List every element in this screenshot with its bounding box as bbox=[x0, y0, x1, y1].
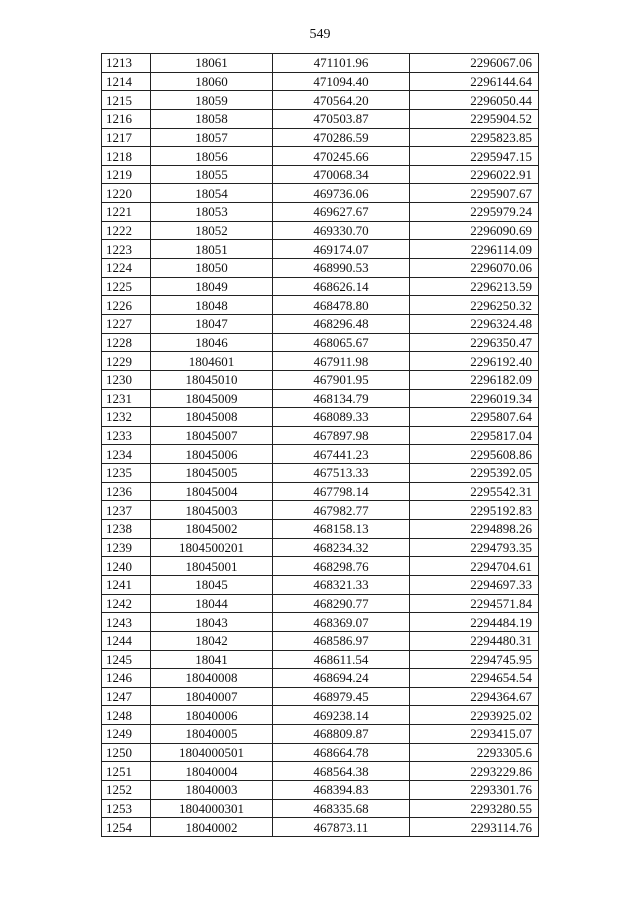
point-id-cell: 18055 bbox=[151, 165, 273, 184]
table-row bbox=[102, 557, 539, 576]
y-coordinate-cell: 2295823.85 bbox=[410, 128, 539, 147]
table-row bbox=[102, 520, 539, 539]
coordinates-table bbox=[101, 53, 539, 837]
table-row bbox=[102, 631, 539, 650]
table-row bbox=[102, 333, 539, 352]
y-coordinate-cell: 2296019.34 bbox=[410, 389, 539, 408]
row-index-cell: 1247 bbox=[102, 687, 151, 706]
x-coordinate-cell: 469330.70 bbox=[273, 221, 410, 240]
point-id-cell: 1804601 bbox=[151, 352, 273, 371]
y-coordinate-cell: 2296192.40 bbox=[410, 352, 539, 371]
point-id-cell: 18060 bbox=[151, 72, 273, 91]
table-row bbox=[102, 296, 539, 315]
row-index-cell: 1235 bbox=[102, 464, 151, 483]
x-coordinate-cell: 467513.33 bbox=[273, 464, 410, 483]
table-row bbox=[102, 54, 539, 73]
table-row bbox=[102, 594, 539, 613]
table-row bbox=[102, 575, 539, 594]
y-coordinate-cell: 2295192.83 bbox=[410, 501, 539, 520]
table-row bbox=[102, 464, 539, 483]
y-coordinate-cell: 2294745.95 bbox=[410, 650, 539, 669]
point-id-cell: 18052 bbox=[151, 221, 273, 240]
row-index-cell: 1230 bbox=[102, 370, 151, 389]
point-id-cell: 18045010 bbox=[151, 370, 273, 389]
row-index-cell: 1241 bbox=[102, 575, 151, 594]
point-id-cell: 18045 bbox=[151, 575, 273, 594]
x-coordinate-cell: 469238.14 bbox=[273, 706, 410, 725]
y-coordinate-cell: 2296350.47 bbox=[410, 333, 539, 352]
point-id-cell: 18040002 bbox=[151, 818, 273, 837]
row-index-cell: 1236 bbox=[102, 482, 151, 501]
point-id-cell: 18040007 bbox=[151, 687, 273, 706]
row-index-cell: 1220 bbox=[102, 184, 151, 203]
x-coordinate-cell: 469174.07 bbox=[273, 240, 410, 259]
y-coordinate-cell: 2296022.91 bbox=[410, 165, 539, 184]
x-coordinate-cell: 468290.77 bbox=[273, 594, 410, 613]
y-coordinate-cell: 2295907.67 bbox=[410, 184, 539, 203]
y-coordinate-cell: 2296213.59 bbox=[410, 277, 539, 296]
table-row bbox=[102, 72, 539, 91]
x-coordinate-cell: 468611.54 bbox=[273, 650, 410, 669]
table-row bbox=[102, 184, 539, 203]
y-coordinate-cell: 2296050.44 bbox=[410, 91, 539, 110]
point-id-cell: 18042 bbox=[151, 631, 273, 650]
point-id-cell: 18040008 bbox=[151, 669, 273, 688]
row-index-cell: 1218 bbox=[102, 147, 151, 166]
x-coordinate-cell: 468394.83 bbox=[273, 780, 410, 799]
row-index-cell: 1237 bbox=[102, 501, 151, 520]
table-row bbox=[102, 370, 539, 389]
y-coordinate-cell: 2296144.64 bbox=[410, 72, 539, 91]
table-row bbox=[102, 109, 539, 128]
point-id-cell: 18045009 bbox=[151, 389, 273, 408]
row-index-cell: 1244 bbox=[102, 631, 151, 650]
table-row bbox=[102, 687, 539, 706]
y-coordinate-cell: 2294484.19 bbox=[410, 613, 539, 632]
y-coordinate-cell: 2295904.52 bbox=[410, 109, 539, 128]
y-coordinate-cell: 2296067.06 bbox=[410, 54, 539, 73]
row-index-cell: 1250 bbox=[102, 743, 151, 762]
y-coordinate-cell: 2293280.55 bbox=[410, 799, 539, 818]
table-row bbox=[102, 445, 539, 464]
point-id-cell: 18056 bbox=[151, 147, 273, 166]
y-coordinate-cell: 2293305.6 bbox=[410, 743, 539, 762]
x-coordinate-cell: 468664.78 bbox=[273, 743, 410, 762]
table-row bbox=[102, 482, 539, 501]
table-row bbox=[102, 165, 539, 184]
x-coordinate-cell: 469736.06 bbox=[273, 184, 410, 203]
row-index-cell: 1221 bbox=[102, 203, 151, 222]
row-index-cell: 1245 bbox=[102, 650, 151, 669]
y-coordinate-cell: 2294480.31 bbox=[410, 631, 539, 650]
point-id-cell: 1804000501 bbox=[151, 743, 273, 762]
point-id-cell: 18041 bbox=[151, 650, 273, 669]
x-coordinate-cell: 468335.68 bbox=[273, 799, 410, 818]
x-coordinate-cell: 470564.20 bbox=[273, 91, 410, 110]
table-row bbox=[102, 501, 539, 520]
x-coordinate-cell: 467901.95 bbox=[273, 370, 410, 389]
point-id-cell: 18045007 bbox=[151, 426, 273, 445]
table-row bbox=[102, 613, 539, 632]
point-id-cell: 18047 bbox=[151, 314, 273, 333]
y-coordinate-cell: 2295947.15 bbox=[410, 147, 539, 166]
x-coordinate-cell: 471101.96 bbox=[273, 54, 410, 73]
point-id-cell: 18045008 bbox=[151, 408, 273, 427]
y-coordinate-cell: 2293925.02 bbox=[410, 706, 539, 725]
x-coordinate-cell: 468089.33 bbox=[273, 408, 410, 427]
point-id-cell: 18043 bbox=[151, 613, 273, 632]
row-index-cell: 1253 bbox=[102, 799, 151, 818]
point-id-cell: 18045005 bbox=[151, 464, 273, 483]
point-id-cell: 18046 bbox=[151, 333, 273, 352]
table-row bbox=[102, 650, 539, 669]
x-coordinate-cell: 468990.53 bbox=[273, 259, 410, 278]
y-coordinate-cell: 2295817.04 bbox=[410, 426, 539, 445]
table-row bbox=[102, 352, 539, 371]
table-row bbox=[102, 314, 539, 333]
y-coordinate-cell: 2293114.76 bbox=[410, 818, 539, 837]
x-coordinate-cell: 470286.59 bbox=[273, 128, 410, 147]
row-index-cell: 1252 bbox=[102, 780, 151, 799]
row-index-cell: 1231 bbox=[102, 389, 151, 408]
row-index-cell: 1215 bbox=[102, 91, 151, 110]
y-coordinate-cell: 2296090.69 bbox=[410, 221, 539, 240]
x-coordinate-cell: 468809.87 bbox=[273, 725, 410, 744]
point-id-cell: 18045004 bbox=[151, 482, 273, 501]
row-index-cell: 1233 bbox=[102, 426, 151, 445]
row-index-cell: 1217 bbox=[102, 128, 151, 147]
point-id-cell: 18045006 bbox=[151, 445, 273, 464]
table-row bbox=[102, 780, 539, 799]
table-row bbox=[102, 818, 539, 837]
x-coordinate-cell: 468234.32 bbox=[273, 538, 410, 557]
y-coordinate-cell: 2295807.64 bbox=[410, 408, 539, 427]
row-index-cell: 1246 bbox=[102, 669, 151, 688]
point-id-cell: 18059 bbox=[151, 91, 273, 110]
y-coordinate-cell: 2293415.07 bbox=[410, 725, 539, 744]
point-id-cell: 18048 bbox=[151, 296, 273, 315]
table-row bbox=[102, 743, 539, 762]
y-coordinate-cell: 2296070.06 bbox=[410, 259, 539, 278]
point-id-cell: 18054 bbox=[151, 184, 273, 203]
y-coordinate-cell: 2295392.05 bbox=[410, 464, 539, 483]
x-coordinate-cell: 467911.98 bbox=[273, 352, 410, 371]
table-row bbox=[102, 259, 539, 278]
row-index-cell: 1239 bbox=[102, 538, 151, 557]
x-coordinate-cell: 468158.13 bbox=[273, 520, 410, 539]
y-coordinate-cell: 2294704.61 bbox=[410, 557, 539, 576]
point-id-cell: 18040005 bbox=[151, 725, 273, 744]
x-coordinate-cell: 467441.23 bbox=[273, 445, 410, 464]
x-coordinate-cell: 467897.98 bbox=[273, 426, 410, 445]
page-number: 549 bbox=[309, 27, 331, 42]
point-id-cell: 18053 bbox=[151, 203, 273, 222]
table-row bbox=[102, 147, 539, 166]
point-id-cell: 18049 bbox=[151, 277, 273, 296]
x-coordinate-cell: 468065.67 bbox=[273, 333, 410, 352]
table-row bbox=[102, 128, 539, 147]
table-row bbox=[102, 669, 539, 688]
row-index-cell: 1234 bbox=[102, 445, 151, 464]
table-row bbox=[102, 762, 539, 781]
y-coordinate-cell: 2294898.26 bbox=[410, 520, 539, 539]
x-coordinate-cell: 468298.76 bbox=[273, 557, 410, 576]
x-coordinate-cell: 468134.79 bbox=[273, 389, 410, 408]
y-coordinate-cell: 2294793.35 bbox=[410, 538, 539, 557]
y-coordinate-cell: 2295979.24 bbox=[410, 203, 539, 222]
point-id-cell: 1804000301 bbox=[151, 799, 273, 818]
x-coordinate-cell: 468321.33 bbox=[273, 575, 410, 594]
x-coordinate-cell: 470503.87 bbox=[273, 109, 410, 128]
y-coordinate-cell: 2295542.31 bbox=[410, 482, 539, 501]
x-coordinate-cell: 468626.14 bbox=[273, 277, 410, 296]
row-index-cell: 1229 bbox=[102, 352, 151, 371]
table-row bbox=[102, 538, 539, 557]
table-row bbox=[102, 240, 539, 259]
x-coordinate-cell: 470068.34 bbox=[273, 165, 410, 184]
x-coordinate-cell: 468296.48 bbox=[273, 314, 410, 333]
row-index-cell: 1227 bbox=[102, 314, 151, 333]
x-coordinate-cell: 471094.40 bbox=[273, 72, 410, 91]
row-index-cell: 1214 bbox=[102, 72, 151, 91]
point-id-cell: 18044 bbox=[151, 594, 273, 613]
point-id-cell: 18045003 bbox=[151, 501, 273, 520]
x-coordinate-cell: 468478.80 bbox=[273, 296, 410, 315]
row-index-cell: 1243 bbox=[102, 613, 151, 632]
point-id-cell: 18040006 bbox=[151, 706, 273, 725]
table-row bbox=[102, 799, 539, 818]
row-index-cell: 1225 bbox=[102, 277, 151, 296]
y-coordinate-cell: 2294571.84 bbox=[410, 594, 539, 613]
row-index-cell: 1251 bbox=[102, 762, 151, 781]
row-index-cell: 1238 bbox=[102, 520, 151, 539]
y-coordinate-cell: 2294364.67 bbox=[410, 687, 539, 706]
y-coordinate-cell: 2295608.86 bbox=[410, 445, 539, 464]
x-coordinate-cell: 468694.24 bbox=[273, 669, 410, 688]
x-coordinate-cell: 468564.38 bbox=[273, 762, 410, 781]
y-coordinate-cell: 2296114.09 bbox=[410, 240, 539, 259]
x-coordinate-cell: 468369.07 bbox=[273, 613, 410, 632]
point-id-cell: 18045002 bbox=[151, 520, 273, 539]
y-coordinate-cell: 2294654.54 bbox=[410, 669, 539, 688]
point-id-cell: 18058 bbox=[151, 109, 273, 128]
row-index-cell: 1249 bbox=[102, 725, 151, 744]
x-coordinate-cell: 467798.14 bbox=[273, 482, 410, 501]
point-id-cell: 18057 bbox=[151, 128, 273, 147]
y-coordinate-cell: 2296182.09 bbox=[410, 370, 539, 389]
row-index-cell: 1213 bbox=[102, 54, 151, 73]
y-coordinate-cell: 2293229.86 bbox=[410, 762, 539, 781]
table-row bbox=[102, 221, 539, 240]
table-row bbox=[102, 426, 539, 445]
point-id-cell: 18040003 bbox=[151, 780, 273, 799]
x-coordinate-cell: 467873.11 bbox=[273, 818, 410, 837]
y-coordinate-cell: 2293301.76 bbox=[410, 780, 539, 799]
row-index-cell: 1216 bbox=[102, 109, 151, 128]
row-index-cell: 1222 bbox=[102, 221, 151, 240]
row-index-cell: 1228 bbox=[102, 333, 151, 352]
point-id-cell: 18061 bbox=[151, 54, 273, 73]
y-coordinate-cell: 2296324.48 bbox=[410, 314, 539, 333]
x-coordinate-cell: 470245.66 bbox=[273, 147, 410, 166]
table-row bbox=[102, 706, 539, 725]
x-coordinate-cell: 468586.97 bbox=[273, 631, 410, 650]
table-row bbox=[102, 389, 539, 408]
point-id-cell: 18045001 bbox=[151, 557, 273, 576]
x-coordinate-cell: 468979.45 bbox=[273, 687, 410, 706]
x-coordinate-cell: 469627.67 bbox=[273, 203, 410, 222]
point-id-cell: 18040004 bbox=[151, 762, 273, 781]
row-index-cell: 1219 bbox=[102, 165, 151, 184]
row-index-cell: 1242 bbox=[102, 594, 151, 613]
table-row bbox=[102, 203, 539, 222]
y-coordinate-cell: 2294697.33 bbox=[410, 575, 539, 594]
row-index-cell: 1240 bbox=[102, 557, 151, 576]
x-coordinate-cell: 467982.77 bbox=[273, 501, 410, 520]
point-id-cell: 18051 bbox=[151, 240, 273, 259]
point-id-cell: 18050 bbox=[151, 259, 273, 278]
table-row bbox=[102, 725, 539, 744]
table-row bbox=[102, 91, 539, 110]
row-index-cell: 1226 bbox=[102, 296, 151, 315]
y-coordinate-cell: 2296250.32 bbox=[410, 296, 539, 315]
row-index-cell: 1232 bbox=[102, 408, 151, 427]
coordinates-table-body bbox=[102, 54, 539, 837]
table-row bbox=[102, 277, 539, 296]
table-row bbox=[102, 408, 539, 427]
row-index-cell: 1254 bbox=[102, 818, 151, 837]
row-index-cell: 1248 bbox=[102, 706, 151, 725]
point-id-cell: 1804500201 bbox=[151, 538, 273, 557]
row-index-cell: 1223 bbox=[102, 240, 151, 259]
row-index-cell: 1224 bbox=[102, 259, 151, 278]
